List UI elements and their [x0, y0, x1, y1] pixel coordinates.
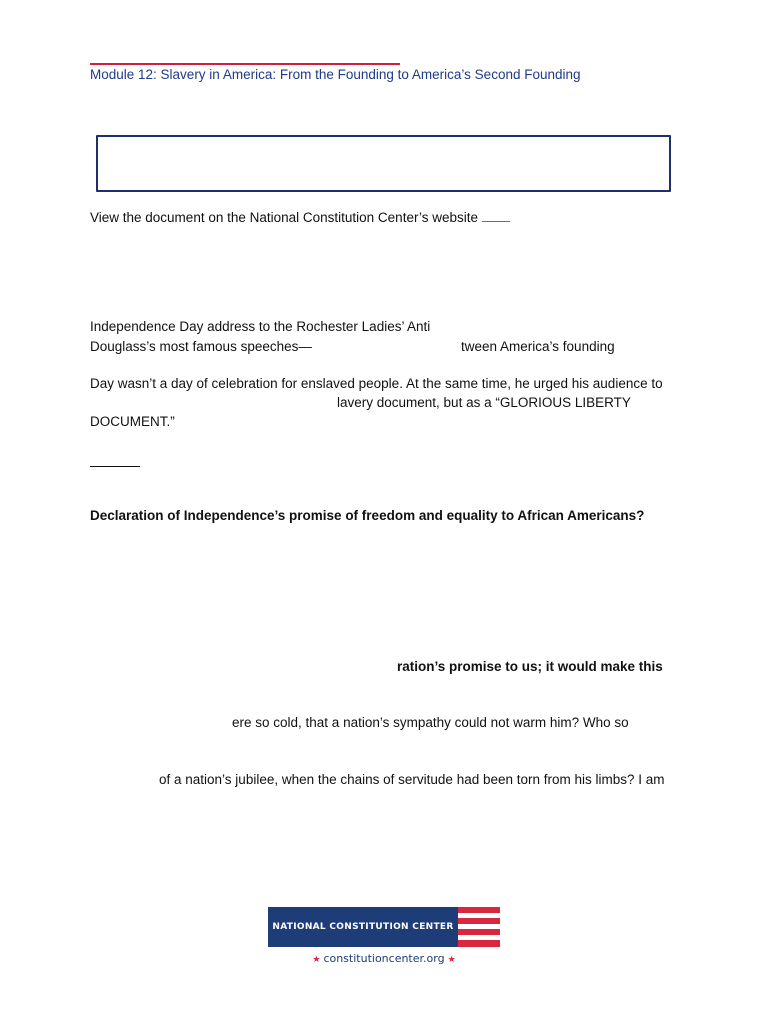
ncc-url-line	[268, 952, 500, 965]
header-accent-rule	[90, 63, 400, 65]
star-icon: ★	[312, 955, 321, 965]
question-text: Declaration of Independence’s promise of freedom and equality to African Americans?	[90, 508, 645, 523]
ncc-url[interactable]: constitutioncenter.org	[323, 952, 445, 965]
logo-stripe-4	[458, 940, 500, 947]
quote-line-1: ration’s promise to us; it would make this	[397, 659, 663, 674]
ncc-logo-bar	[268, 907, 500, 947]
paragraph-line-4: lavery document, but as a “GLORIOUS LIBERTY	[337, 395, 631, 410]
document-title-box	[96, 135, 671, 192]
ncc-logo-text: NATIONAL CONSTITUTION CENTER	[272, 922, 454, 932]
view-document-text: View the document on the National Constitution Center’s website	[90, 210, 478, 225]
quote-line-2: ere so cold, that a nation’s sympathy could not warm him? Who so	[232, 715, 629, 730]
answer-blank-rule	[90, 466, 140, 467]
logo-stripe-2	[458, 918, 500, 924]
paragraph-line-5: DOCUMENT.”	[90, 414, 175, 429]
ncc-logo	[268, 907, 500, 967]
paragraph-line-3: Day wasn’t a day of celebration for enslaved people. At the same time, he urged his audience to	[90, 376, 663, 391]
logo-stripe-3	[458, 929, 500, 935]
document-link[interactable]	[482, 209, 510, 222]
paragraph-line-2-fragment: tween America’s founding	[461, 339, 615, 354]
paragraph-line-2: Douglass’s most famous speeches—	[90, 339, 312, 354]
star-icon: ★	[447, 955, 456, 965]
logo-stripe-1	[458, 907, 500, 913]
quote-line-3: of a nation’s jubilee, when the chains of servitude had been torn from his limbs? I am	[159, 772, 665, 787]
view-document-line	[90, 209, 510, 225]
module-title: Module 12: Slavery in America: From the Founding to America’s Second Founding	[90, 67, 581, 82]
paragraph-line-1: Independence Day address to the Rochester Ladies’ Anti	[90, 319, 431, 334]
